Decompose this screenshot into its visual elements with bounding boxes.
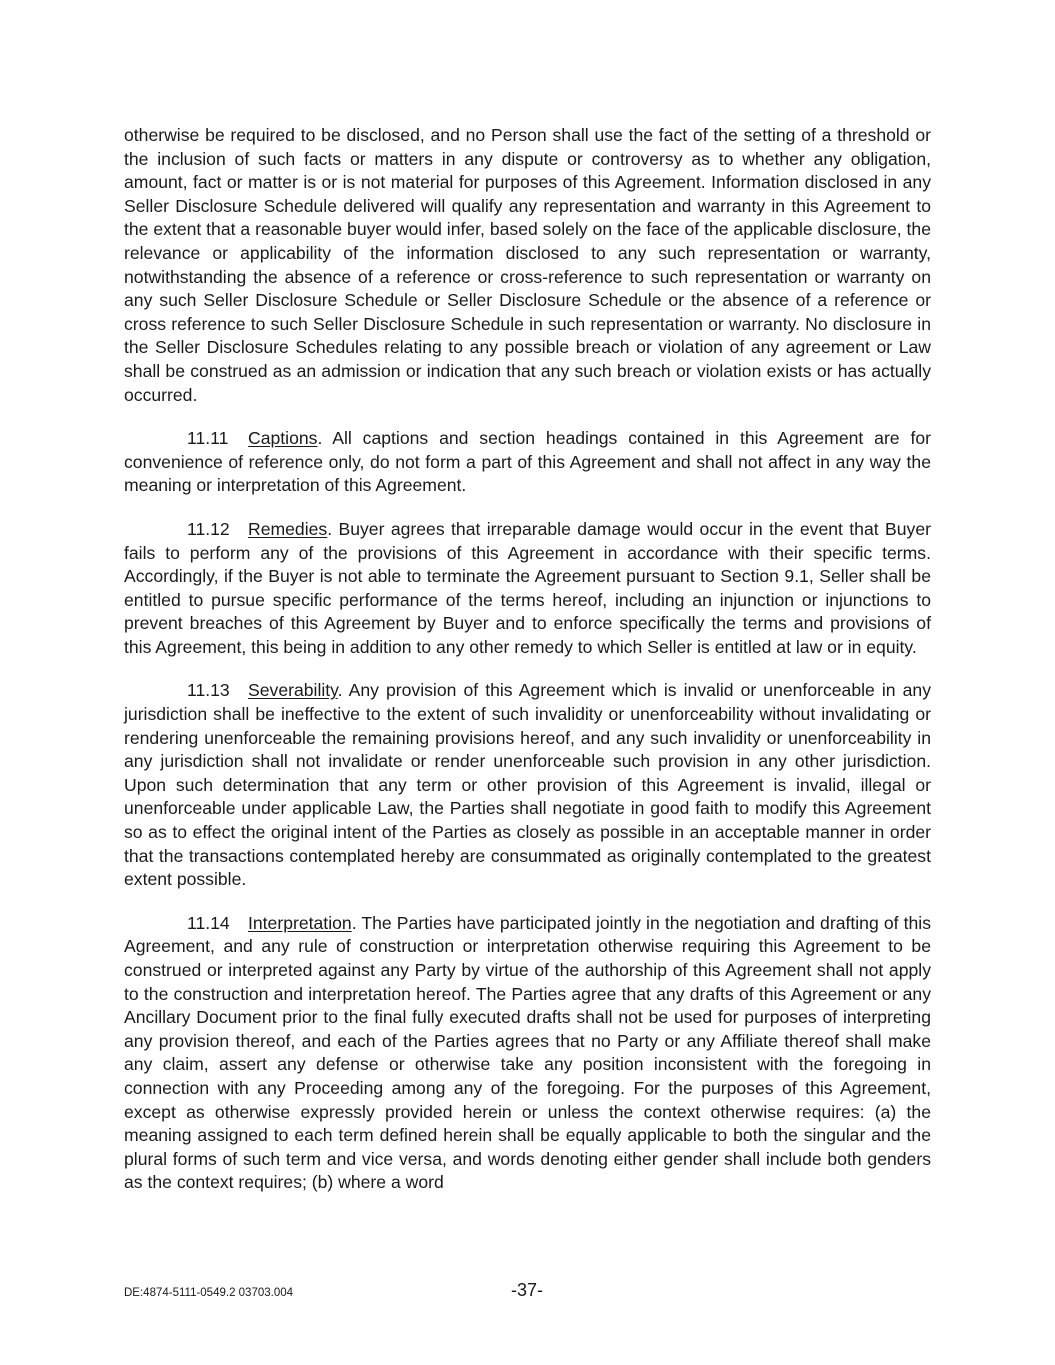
section-number: 11.13 bbox=[187, 680, 230, 701]
document-body bbox=[124, 124, 931, 1215]
section-text: . The Parties have participated jointly in the negotiation and drafting of this Agreement, and any rule of construction or interpretation otherwise requiring this Agreement to be construed or interpreted against any Party by virtue of the authorship of this Agreement shall not apply to the construction and interpretation hereof. The Parties agree that any drafts of this Agreement or any Ancillary Document prior to the final fully executed drafts shall not be used for purposes of interpreting any provision thereof, and each of the Parties agrees that no Party or any Affiliate thereof shall make any claim, assert any defense or otherwise take any position inconsistent with the foregoing in connection with any Proceeding among any of the foregoing. For the purposes of this Agreement, except as otherwise expressly provided herein or unless the context otherwise requires: (a) the meaning assigned to each term defined herein shall be equally applicable to both the singular and the plural forms of such term and vice versa, and words denoting either gender shall include both genders as the context requires; (b) where a word bbox=[124, 912, 931, 1193]
section-number: 11.11 bbox=[187, 428, 229, 449]
section-number: 11.12 bbox=[187, 518, 230, 539]
section-text: . Any provision of this Agreement which is invalid or unenforceable in any jurisdiction shall be ineffective to the extent of such invalidity or unenforceability without invalidating or rendering unenforceable the remaining provisions hereof, and any such invalidity or unenforceability in any jurisdiction shall not invalidate or render unenforceable such provision in any other jurisdiction. Upon such determination that any term or other provision of this Agreement is invalid, illegal or unenforceable under applicable Law, the Parties shall negotiate in good faith to modify this Agreement so as to effect the original intent of the Parties as closely as possible in an acceptable manner in order that the transactions contemplated hereby are consummated as originally contemplated to the greatest extent possible. bbox=[124, 680, 931, 890]
footer-doc-id: DE:4874-5111-0549.2 03703.004 bbox=[124, 1287, 294, 1299]
section-text: . All captions and section headings contained in this Agreement are for convenience of reference only, do not form a part of this Agreement and shall not affect in any way the meaning or interpretation of this Agreement. bbox=[124, 428, 931, 496]
section-text: . Buyer agrees that irreparable damage would occur in the event that Buyer fails to perform any of the provisions of this Agreement in accordance with their specific terms. Accordingly, if the Buyer is not able to terminate the Agreement pursuant to Section 9.1, Seller shall be entitled to pursue specific performance of the terms hereof, including an injunction or injunctions to prevent breaches of this Agreement by Buyer and to enforce specifically the terms and provisions of this Agreement, this being in addition to any other remedy to which Seller is entitled at law or in equity. bbox=[124, 518, 931, 657]
section-11-14 bbox=[124, 912, 931, 1195]
section-number: 11.14 bbox=[187, 912, 230, 933]
continued-paragraph: otherwise be required to be disclosed, and no Person shall use the fact of the setting of a threshold or the inclusion of such facts or matters in any dispute or controversy as to whether any obligation, amount, fact or matter is or is not material for purposes of this Agreement. Information disclosed in any Seller Disclosure Schedule delivered will qualify any representation and warranty in this Agreement to the extent that a reasonable buyer would infer, based solely on the face of the applicable disclosure, the relevance or applicability of the information disclosed to any such representation or warranty, notwithstanding the absence of a reference or cross-reference to such representation or warranty on any such Seller Disclosure Schedule or Seller Disclosure Schedule or the absence of a reference or cross reference to such Seller Disclosure Schedule in such representation or warranty. No disclosure in the Seller Disclosure Schedules relating to any possible breach or violation of any agreement or Law shall be construed as an admission or indication that any such breach or violation exists or has actually occurred. bbox=[124, 125, 931, 405]
section-heading: Captions bbox=[248, 428, 318, 449]
section-heading: Remedies bbox=[248, 518, 328, 539]
section-heading: Severability bbox=[248, 680, 338, 701]
footer-page-number: -37- bbox=[511, 1280, 544, 1300]
section-heading: Interpretation bbox=[248, 912, 352, 933]
section-11-11 bbox=[124, 427, 931, 498]
section-11-12 bbox=[124, 518, 931, 660]
section-11-13 bbox=[124, 679, 931, 891]
